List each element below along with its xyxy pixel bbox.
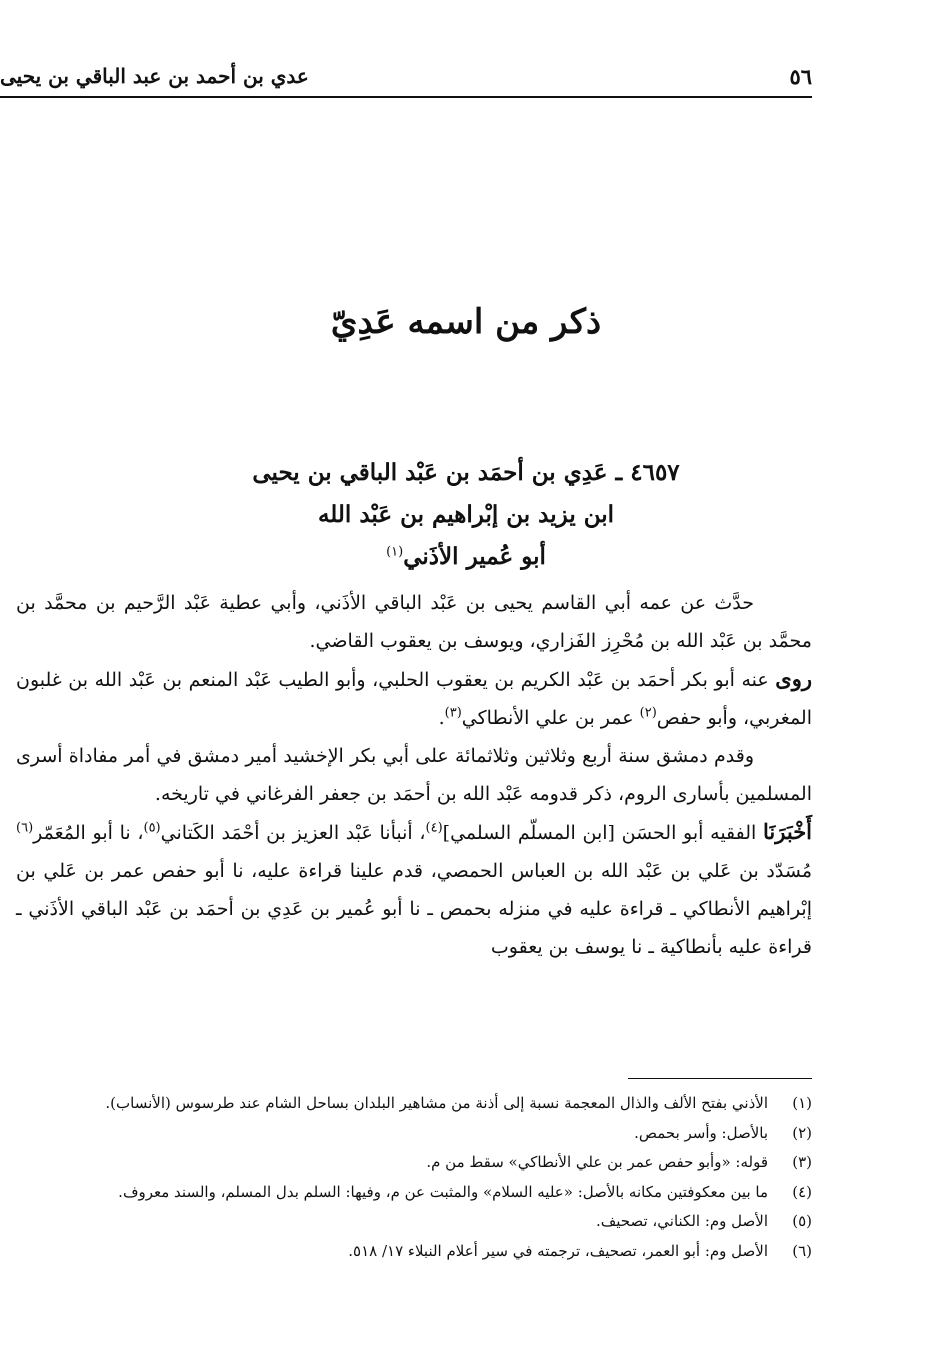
footnote-number: (٥) (792, 1212, 812, 1230)
footnote-number: (٦) (792, 1241, 812, 1260)
footnote-number: (٢) (792, 1123, 812, 1142)
entry-kunya: أبو عُمير الأذَني (403, 543, 546, 570)
header-rule (0, 96, 812, 98)
keyword-akhbarana: أَخْبَرَنَا (763, 819, 813, 844)
footnote-marker: (٢) (639, 705, 657, 721)
footnote-text: ما بين معكوفتين مكانه بالأصل: «عليه السلام» والمثبت عن م، وفيها: السلم بدل المسلم، والسند معروف. (118, 1182, 768, 1201)
footnote-text: الأصل وم: أبو العمر، تصحيف، ترجمته في سير أعلام النبلاء ١٧/ ٥١٨. (348, 1241, 768, 1260)
footnote-text: الأذني بفتح الألف والذال المعجمة نسبة إلى أذنة من مشاهير البلدان بساحل الشام عند طرسوس (الأنساب). (105, 1094, 768, 1112)
footnote (20, 1237, 812, 1267)
entry-title-line-1: ٤٦٥٧ ـ عَدِي بن أحمَد بن عَبْد الباقي بن يحيى (252, 459, 680, 486)
entry-body (16, 584, 812, 966)
page-number: ٥٦ (789, 64, 812, 89)
paragraph-text: عنه أبو بكر أحمَد بن عَبْد الكريم بن يعقوب الحلبي، وأبو الطيب عَبْد المنعم بن عَبْد الله بن غلبون المغربي، وأبو حفص (16, 669, 812, 729)
footnote-text: الأصل وم: الكناني، تصحيف. (595, 1212, 768, 1230)
footnote-text: بالأصل: وأسر بحمص. (634, 1123, 768, 1142)
footnote-marker: (١) (386, 544, 404, 560)
keyword-rawa: روى (775, 666, 812, 691)
footnote-number: (١) (792, 1094, 812, 1112)
paragraph-text: الفقيه أبو الحسَن [ابن المسلّم السلمي] (442, 822, 764, 844)
paragraph-text: ، نا أبو المُعَمّر (33, 822, 144, 844)
entry-title (0, 452, 932, 578)
entry-title-line-2: ابن يزيد بن إبْراهيم بن عَبْد الله (317, 501, 615, 528)
entry-title-line-3 (0, 536, 932, 578)
footnote-marker: (٤) (425, 820, 443, 836)
paragraph-isnad (16, 813, 812, 966)
footnote-marker: (٣) (444, 705, 462, 721)
footnote-marker: (٥) (143, 820, 161, 836)
paragraph-arrival: وقدم دمشق سنة أربع وثلاثين وثلاثمائة على أبي بكر الإخشيد أمير دمشق في أمر مفاداة أسرى المسلمين بأسارى الروم، ذكر قدومه عَبْد الله بن أحمَد بن جعفر الفرغاني في تاريخه. (16, 745, 812, 805)
footnote-number: (٤) (792, 1182, 812, 1201)
paragraph-narration: حدَّث عن عمه أبي القاسم يحيى بن عَبْد الباقي الأذَني، وأبي عطية عَبْد الرَّحيم بن محمَّد بن محمَّد بن عَبْد الله بن مُحْرِز الفَزاري، ويوسف بن يعقوب القاضي. (16, 592, 812, 652)
footnote-rule (628, 1078, 812, 1079)
running-title: عدي بن أحمد بن عبد الباقي بن يحيى (0, 64, 309, 88)
footnote (20, 1148, 812, 1178)
paragraph-text: عمر بن علي الأنطاكي (461, 707, 640, 729)
footnotes (20, 1089, 812, 1266)
footnote (20, 1178, 812, 1208)
section-heading: ذكر من اسمه عَدِيّ (330, 302, 602, 342)
footnote (20, 1119, 812, 1149)
footnote (20, 1207, 812, 1237)
running-header (0, 64, 812, 94)
footnote-text: قوله: «وأبو حفص عمر بن علي الأنطاكي» سقط من م. (426, 1153, 768, 1171)
paragraph-narrators (16, 660, 812, 737)
paragraph-text: . (438, 707, 445, 729)
footnote (20, 1089, 812, 1119)
paragraph-text: مُسَدّد بن عَلي بن عَبْد الله بن العباس الحمصي، قدم علينا قراءة عليه، نا أبو حفص عمر بن عَلي بن إبْراهيم الأنطاكي ـ قراءة عليه في منزله بحمص ـ نا أبو عُمير بن عَدِي بن أحمَد بن عَبْد الباقي الأذَني ـ قراءة عليه بأنطاكية ـ نا يوسف بن يعقوب (16, 860, 812, 958)
footnote-number: (٣) (792, 1153, 812, 1171)
paragraph-text: ، أنبأنا عَبْد العزيز بن أحْمَد الكَتاني (160, 822, 426, 844)
footnote-marker: (٦) (16, 820, 34, 836)
